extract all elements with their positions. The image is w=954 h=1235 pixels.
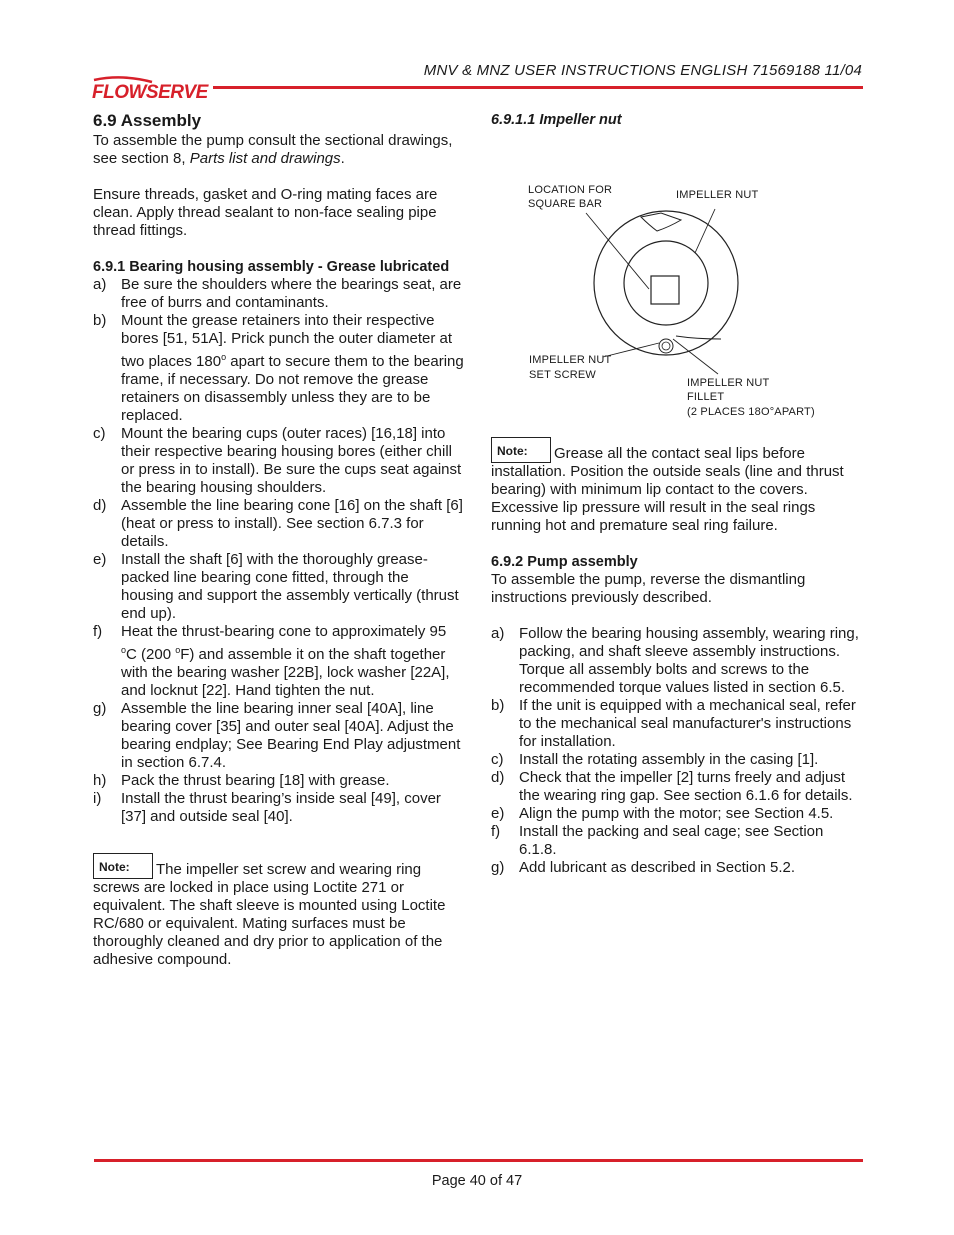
footer-rule (94, 1159, 863, 1162)
label-fillet-line1: IMPELLER NUT (687, 377, 770, 389)
list-item: i) Install the thrust bearing’s inside seal [49], cover [37] and outside seal [40]. (93, 790, 441, 825)
document-header-title: MNV & MNZ USER INSTRUCTIONS ENGLISH 71569188 11/04 (423, 62, 862, 79)
list-item: f) Heat the thrust-bearing cone to approximately 95 $^o$C (200 $^o$F) and assemble it on the shaft together with the bearing washer [22B], lock washer [22A], and locknut [22]. Hand tighten the nut. (93, 623, 450, 699)
list-item: c) Install the rotating assembly in the casing [1]. (491, 751, 819, 768)
note-label-box: Note: (491, 437, 551, 463)
svg-text:FLOWSERVE: FLOWSERVE (92, 82, 208, 103)
subsection-heading-impeller-nut: 6.9.1.1 Impeller nut (491, 112, 622, 128)
label-fillet-line2: FILLET (687, 391, 725, 403)
list-item: b) Mount the grease retainers into their respective bores [51, 51A]. Prick punch the outer diameter at two places 180$^o$ apart to secure them to the bearing frame, if necessary. Do not remove the grease retainers on disassembly unless they are to be replaced. (93, 312, 464, 424)
list-item: e) Install the shaft [6] with the thoroughly grease-packed line bearing cone fitted, through the housing and support the assembly vertically (thrust end up). (93, 551, 459, 622)
label-fillet-line3: (2 PLACES 18O°APART) (687, 406, 815, 418)
list-item: g) Add lubricant as described in Section 5.2. (491, 859, 795, 876)
label-set-screw-line2: SET SCREW (529, 369, 596, 381)
pump-assembly-intro: To assemble the pump, reverse the dismantling instructions previously described. (491, 571, 806, 606)
list-item: d) Assemble the line bearing cone [16] on the shaft [6] (heat or press to install). See section 6.7.3 for details. (93, 497, 463, 550)
note-label-box: Note: (93, 853, 153, 879)
note-loctite: Note: The impeller set screw and wearing ring screws are locked in place using Loctite 271 or equivalent. The shaft sleeve is mounted using Loctite RC/680 or equivalent. Mating surfaces must be thoroughly cleaned and dry prior to application of the adhesive compound. (93, 853, 465, 969)
page-number: Page 40 of 47 (431, 1173, 523, 1189)
list-item: a) Be sure the shoulders where the bearings seat, are free of burrs and contaminants. (93, 276, 462, 311)
list-item: b) If the unit is equipped with a mechanical seal, refer to the mechanical seal manufacturer's instructions for installation. (491, 697, 856, 750)
list-item: g) Assemble the line bearing inner seal [40A], line bearing cover [35] and outer seal [40A]. Adjust the bearing endplay; See Bearing End Play adjustment in section 6.7.4. (93, 700, 461, 771)
thread-paragraph: Ensure threads, gasket and O-ring mating faces are clean. Apply thread sealant to non-face sealing pipe thread fittings. (93, 186, 438, 239)
label-square-bar: SQUARE BAR (528, 198, 603, 210)
label-set-screw-line1: IMPELLER NUT (529, 354, 612, 366)
section-heading: 6.9 Assembly (93, 111, 202, 130)
intro-paragraph: To assemble the pump consult the sectional drawings, see section 8, Parts list and drawings. (93, 132, 453, 167)
pump-assembly-list (491, 625, 863, 877)
right-column (491, 111, 863, 877)
list-item: f) Install the packing and seal cage; see Section 6.1.8. (491, 823, 824, 858)
list-item: h) Pack the thrust bearing [18] with grease. (93, 772, 390, 789)
subsection-heading-bearing: 6.9.1 Bearing housing assembly - Grease lubricated (93, 259, 450, 275)
note-grease-seals: Note: Grease all the contact seal lips before installation. Position the outside seals (line and thrust bearing) with minimum lip contact to the covers. Excessive lip pressure will result in the seal rings running hot and premature seal ring failure. (491, 437, 863, 535)
impeller-nut-diagram (491, 129, 863, 387)
label-impeller-nut: IMPELLER NUT (676, 189, 759, 201)
list-item: d) Check that the impeller [2] turns freely and adjust the wearing ring gap. See section 6.1.6 for details. (491, 769, 853, 804)
subsection-heading-pump-assembly: 6.9.2 Pump assembly (491, 554, 638, 570)
list-item: c) Mount the bearing cups (outer races) [16,18] into their respective bearing housing bores (either chill or press in to install). Be sure the cups seat against the bearing housing shoulders. (93, 425, 462, 496)
flowserve-logo (92, 76, 212, 109)
left-column (93, 111, 465, 969)
header-rule (213, 86, 863, 89)
label-location-for: LOCATION FOR (528, 184, 613, 196)
list-item: e) Align the pump with the motor; see Section 4.5. (491, 805, 834, 822)
list-item: a) Follow the bearing housing assembly, wearing ring, packing, and shaft sleeve assembly instructions. Torque all assembly bolts and screws to the recommended torque values listed in section 6.5. (491, 625, 859, 696)
bearing-assembly-list (93, 276, 465, 826)
